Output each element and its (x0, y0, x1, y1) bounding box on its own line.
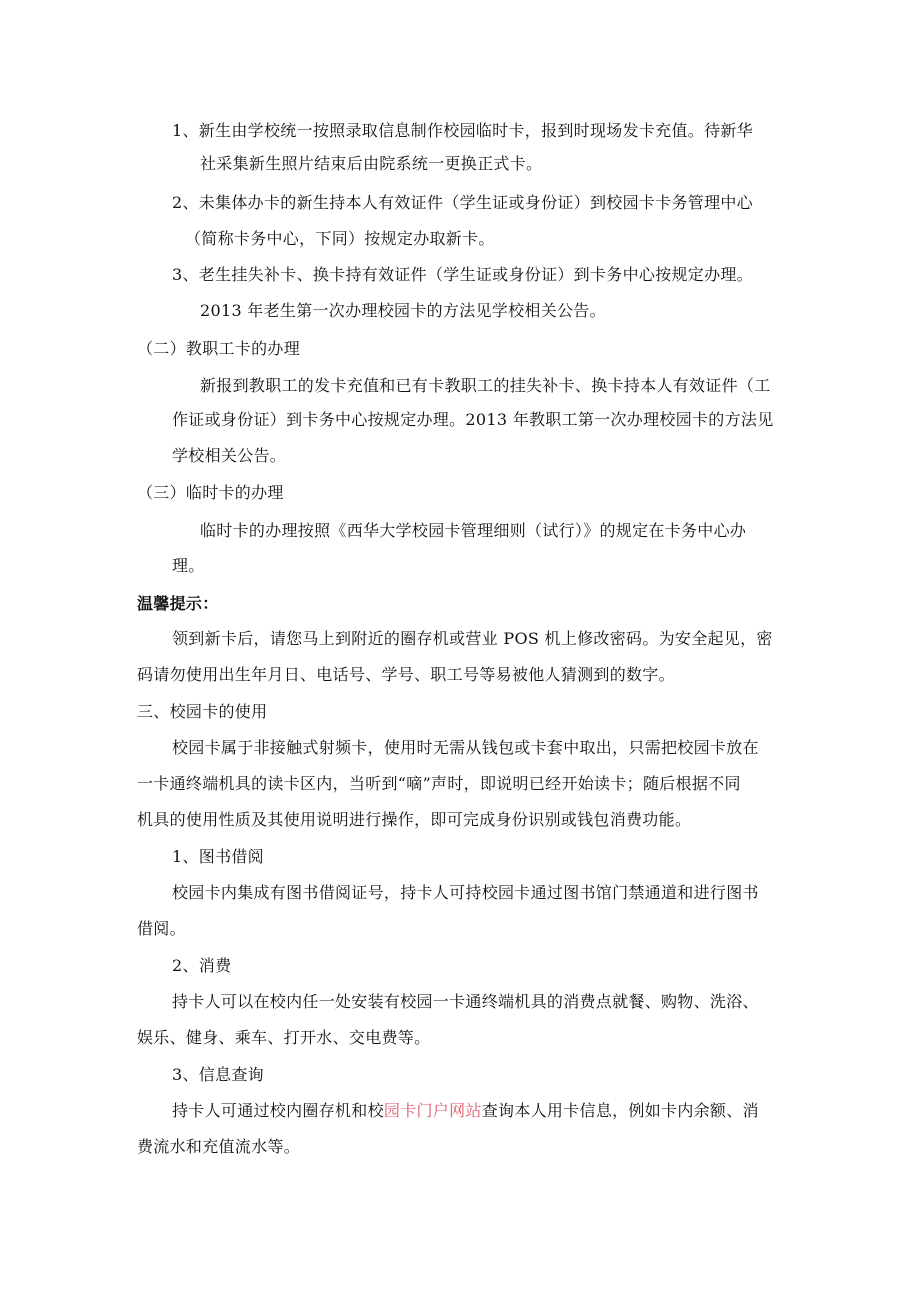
item3-line1: 3、老生挂失补卡、换卡持有效证件（学生证或身份证）到卡务中心按规定办理。 (172, 265, 753, 284)
query-line1 (172, 1101, 759, 1121)
item3-line2: 2013 年老生第一次办理校园卡的方法见学校相关公告。 (200, 301, 606, 320)
item2-line1: 2、未集体办卡的新生持本人有效证件（学生证或身份证）到校园卡卡务管理中心 (172, 193, 753, 212)
query-line2: 费流水和充值流水等。 (137, 1137, 301, 1156)
item2-line2: （简称卡务中心，下同）按规定办取新卡。 (185, 229, 495, 248)
section3-intro-line3: 机具的使用性质及其使用说明进行操作，即可完成身份识别或钱包消费功能。 (137, 810, 692, 829)
consume-line1: 持卡人可以在校内任一处安装有校园一卡通终端机具的消费点就餐、购物、洗浴、 (172, 992, 759, 1011)
tip-line2: 码请勿使用出生年月日、电话号、学号、职工号等易被他人猜测到的数字。 (137, 665, 675, 684)
item1-line1: 1、新生由学校统一按照录取信息制作校园临时卡，报到时现场发卡充值。待新华 (172, 121, 753, 140)
temp-card-line1: 临时卡的办理按照《西华大学校园卡管理细则（试行）》的规定在卡务中心办 (200, 521, 747, 540)
temp-card-line2: 理。 (172, 556, 205, 575)
section3-intro-line2: 一卡通终端机具的读卡区内，当听到“嘀”声时，即说明已经开始读卡；随后根据不同 (137, 774, 741, 793)
consume-heading: 2、消费 (172, 956, 232, 975)
library-line2: 借阅。 (137, 919, 186, 938)
library-line1: 校园卡内集成有图书借阅证号，持卡人可持校园卡通过图书馆门禁通道和进行图书 (172, 883, 759, 902)
staff-card-line1: 新报到教职工的发卡充值和已有卡教职工的挂失补卡、换卡持本人有效证件（工 (200, 376, 771, 395)
card-portal-link[interactable]: 园卡门户网站 (383, 1101, 482, 1120)
tip-line1: 领到新卡后，请您马上到附近的圈存机或营业 POS 机上修改密码。为安全起见，密 (172, 629, 773, 648)
temp-card-heading: （三）临时卡的办理 (137, 483, 284, 502)
item1-line2: 社采集新生照片结束后由院系统一更换正式卡。 (200, 154, 543, 173)
staff-card-line3: 学校相关公告。 (172, 446, 287, 465)
section3-heading: 三、校园卡的使用 (137, 702, 268, 721)
tip-heading: 温馨提示： (137, 594, 219, 613)
query-heading: 3、信息查询 (172, 1065, 264, 1084)
query-line1-start: 持卡人可通过校内圈存机和校 (172, 1101, 384, 1120)
staff-card-heading: （二）教职工卡的办理 (137, 339, 301, 358)
consume-line2: 娱乐、健身、乘车、打开水、交电费等。 (137, 1028, 431, 1047)
query-line1-end: 查询本人用卡信息，例如卡内余额、消 (481, 1101, 759, 1120)
library-heading: 1、图书借阅 (172, 847, 264, 866)
staff-card-line2: 作证或身份证）到卡务中心按规定办理。2013 年教职工第一次办理校园卡的方法见 (172, 410, 774, 429)
section3-intro-line1: 校园卡属于非接触式射频卡，使用时无需从钱包或卡套中取出，只需把校园卡放在 (172, 738, 759, 757)
